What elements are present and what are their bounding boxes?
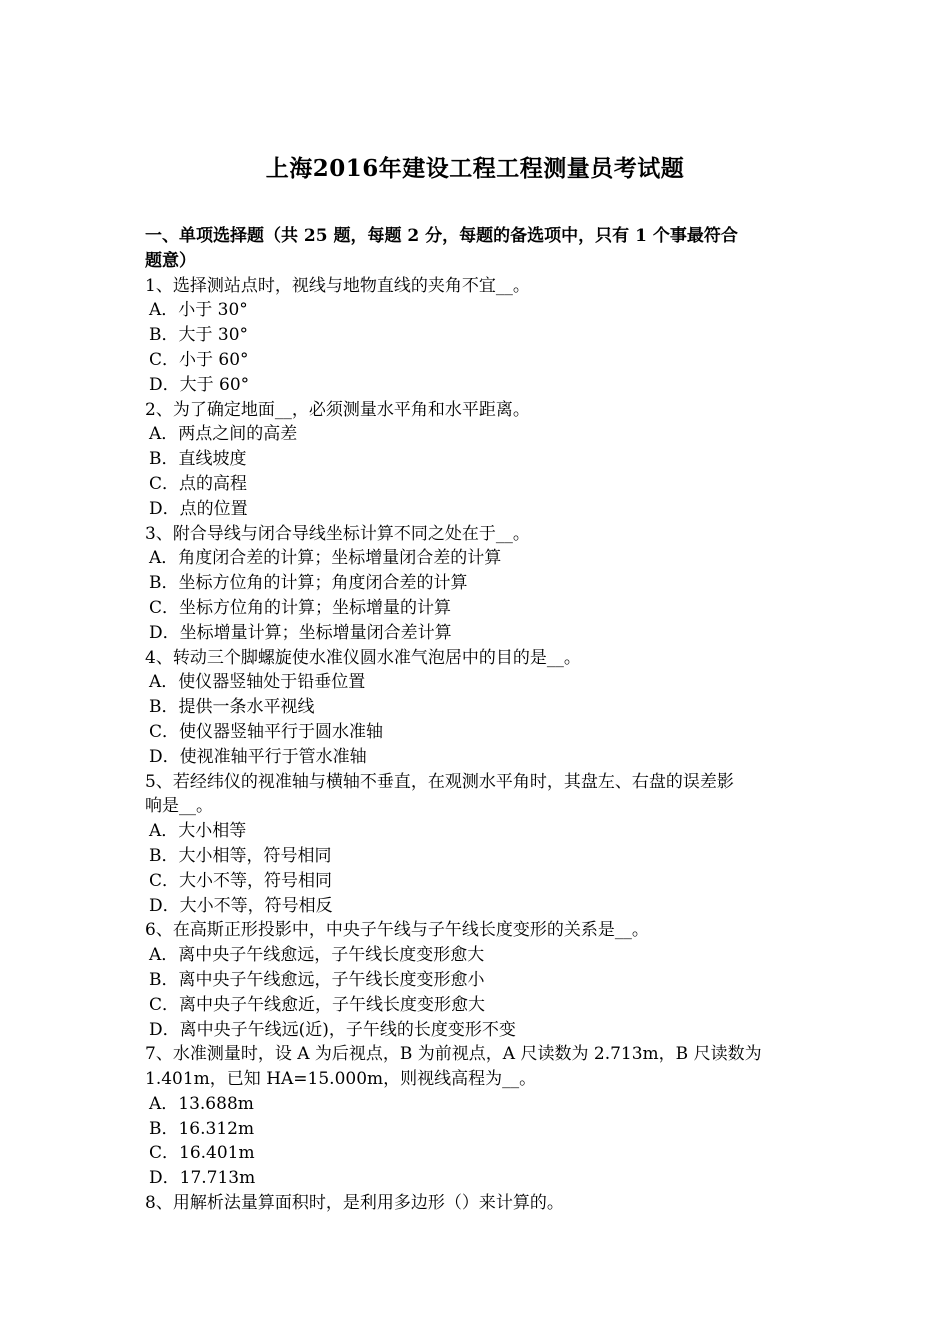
question-text: 3、附合导线与闭合导线坐标计算不同之处在于__。	[145, 523, 530, 544]
option-b: B．大小相等，符号相同	[149, 845, 332, 866]
option-a: A．大小相等	[149, 821, 247, 842]
option-b: B．大于 30°	[149, 325, 249, 346]
option-d: D．大小不等，符号相反	[149, 895, 333, 916]
option-c: C．大小不等，符号相同	[149, 870, 333, 891]
exam-content	[145, 224, 810, 1216]
option-b: B．离中央子午线愈远，子午线长度变形愈小	[149, 969, 485, 990]
question-4	[145, 646, 810, 770]
question-text: 7、水准测量时，设 A 为后视点，B 为前视点，A 尺读数为 2.713m，B 尺读数为	[145, 1044, 762, 1065]
option-a: A．角度闭合差的计算；坐标增量闭合差的计算	[149, 548, 502, 569]
question-text-continued: 响是__。	[145, 796, 213, 817]
option-c: C．使仪器竖轴平行于圆水准轴	[149, 721, 384, 742]
question-text: 5、若经纬仪的视准轴与横轴不垂直，在观测水平角时，其盘左、右盘的误差影	[145, 771, 734, 792]
option-c: C．小于 60°	[149, 349, 249, 370]
option-a: A．离中央子午线愈远，子午线长度变形愈大	[149, 945, 485, 966]
option-d: D．坐标增量计算；坐标增量闭合差计算	[149, 622, 452, 643]
option-b: B．提供一条水平视线	[149, 697, 315, 718]
question-text: 4、转动三个脚螺旋使水准仪圆水准气泡居中的目的是__。	[145, 647, 581, 668]
option-b: B．坐标方位角的计算；角度闭合差的计算	[149, 573, 468, 594]
question-7	[145, 1042, 810, 1191]
document-title: 上海2016年建设工程工程测量员考试题	[265, 155, 685, 182]
option-c: C．坐标方位角的计算；坐标增量的计算	[149, 597, 452, 618]
question-6	[145, 918, 810, 1042]
option-c: C．16.401m	[149, 1143, 255, 1164]
option-d: D．17.713m	[149, 1168, 256, 1189]
question-8	[145, 1191, 810, 1216]
question-1	[145, 274, 810, 398]
option-b: B．直线坡度	[149, 449, 247, 470]
option-d: D．使视准轴平行于管水准轴	[149, 746, 367, 767]
question-text: 1、选择测站点时，视线与地物直线的夹角不宜__。	[145, 275, 530, 296]
option-b: B．16.312m	[149, 1118, 255, 1139]
question-text-continued: 1.401m，已知 HA=15.000m，则视线高程为__。	[145, 1069, 537, 1090]
option-c: C．离中央子午线愈近，子午线长度变形愈大	[149, 994, 486, 1015]
section-heading-line2: 题意）	[145, 250, 196, 271]
question-text: 2、为了确定地面__，必须测量水平角和水平距离。	[145, 399, 530, 420]
option-d: D．大于 60°	[149, 374, 250, 395]
option-d: D．离中央子午线远(近)，子午线的长度变形不变	[149, 1019, 516, 1040]
option-d: D．点的位置	[149, 498, 248, 519]
option-a: A．小于 30°	[149, 300, 248, 321]
option-a: A．使仪器竖轴处于铅垂位置	[149, 672, 366, 693]
question-text: 8、用解析法量算面积时，是利用多边形（）来计算的。	[145, 1193, 564, 1214]
option-a: A．13.688m	[149, 1093, 254, 1114]
option-a: A．两点之间的高差	[149, 424, 298, 445]
question-5	[145, 770, 810, 919]
question-text: 6、在高斯正形投影中，中央子午线与子午线长度变形的关系是__。	[145, 920, 649, 941]
section-heading-line1: 一、单项选择题（共 25 题，每题 2 分，每题的备选项中，只有 1 个事最符合	[145, 226, 738, 246]
question-2	[145, 398, 810, 522]
option-c: C．点的高程	[149, 473, 248, 494]
question-3	[145, 522, 810, 646]
